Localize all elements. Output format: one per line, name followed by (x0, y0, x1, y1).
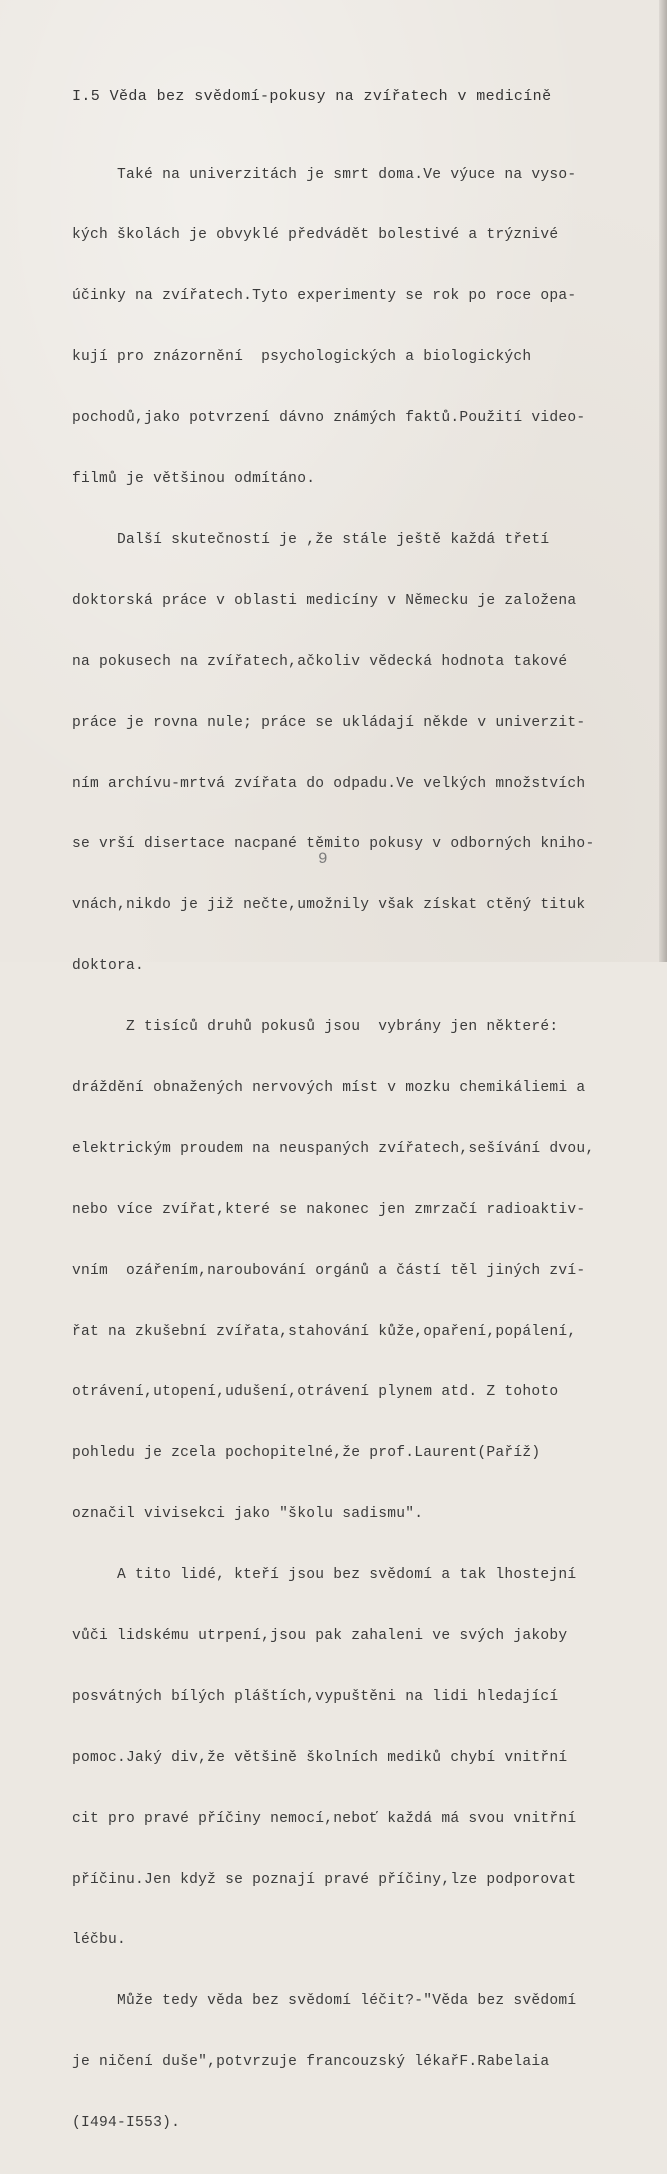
text-line: Také na univerzitách je smrt doma.Ve výuce na vyso- (72, 166, 577, 183)
text-line: řat na zkušební zvířata,stahování kůže,opaření,popálení, (72, 1323, 577, 1340)
text-line: pomoc.Jaký div,že většině školních mediků chybí vnitřní (72, 1749, 568, 1766)
text-line: doktorská práce v oblasti medicíny v Německu je založena (72, 592, 577, 609)
text-line: účinky na zvířatech.Tyto experimenty se rok po roce opa- (72, 288, 577, 305)
text-line: vůči lidskému utrpení,jsou pak zahaleni ve svých jakoby (72, 1627, 568, 1644)
text-line: kují pro znázornění psychologických a biologických (72, 349, 532, 366)
text-line: léčbu. (72, 1932, 127, 1949)
text-line: pochodů,jako potvrzení dávno známých faktů.Použití video- (72, 410, 586, 427)
section-heading: I.5 Věda bez svědomí-pokusy na zvířatech v medicíně (72, 88, 552, 105)
text-line: A tito lidé, kteří jsou bez svědomí a tak lhostejní (72, 1567, 577, 1584)
page-edge-shadow (659, 0, 667, 962)
text-line: elektrickým proudem na neuspaných zvířatech,sešívání dvou, (72, 1140, 595, 1157)
text-line: vnách,nikdo je již nečte,umožnily však získat ctěný tituk (72, 897, 586, 914)
text-line: filmů je většinou odmítáno. (72, 471, 316, 488)
text-line: vním ozářením,naroubování orgánů a částí těl jiných zví- (72, 1262, 586, 1279)
body-text (72, 124, 594, 2174)
text-line: na pokusech na zvířatech,ačkoliv vědecká hodnota takové (72, 653, 568, 670)
text-line: pohledu je zcela pochopitelné,že prof.Laurent(Paříž) (72, 1445, 541, 1462)
text-line: dráždění obnažených nervových míst v mozku chemikáliemi a (72, 1079, 586, 1096)
text-line: Další skutečností je ,že stále ještě každá třetí (72, 531, 550, 548)
text-line: (I494-I553). (72, 2115, 181, 2132)
text-line: označil vivisekci jako "školu sadismu". (72, 1506, 424, 1523)
page-number: 9 (318, 850, 328, 868)
text-line: posvátných bílých pláštích,vypuštěni na lidi hledající (72, 1688, 559, 1705)
text-line: příčinu.Jen když se poznají pravé příčiny,lze podporovat (72, 1871, 577, 1888)
text-line: nebo více zvířat,které se nakonec jen zmrzačí radioaktiv- (72, 1201, 586, 1218)
text-line: je ničení duše",potvrzuje francouzský lékařF.Rabelaia (72, 2054, 550, 2071)
text-line: otrávení,utopení,udušení,otrávení plynem atd. Z tohoto (72, 1384, 559, 1401)
text-line: ním archívu-mrtvá zvířata do odpadu.Ve velkých množstvích (72, 775, 586, 792)
text-line: cit pro pravé příčiny nemocí,neboť každá má svou vnitřní (72, 1810, 577, 1827)
text-line: se vrší disertace nacpané těmito pokusy v odborných kniho- (72, 836, 595, 853)
text-line: Z tisíců druhů pokusů jsou vybrány jen některé: (72, 1019, 559, 1036)
text-line: doktora. (72, 958, 145, 975)
text-line: práce je rovna nule; práce se ukládají někde v univerzit- (72, 714, 586, 731)
text-line: Může tedy věda bez svědomí léčit?-"Věda bez svědomí (72, 1993, 577, 2010)
text-line: kých školách je obvyklé předvádět bolestivé a trýznivé (72, 227, 559, 244)
